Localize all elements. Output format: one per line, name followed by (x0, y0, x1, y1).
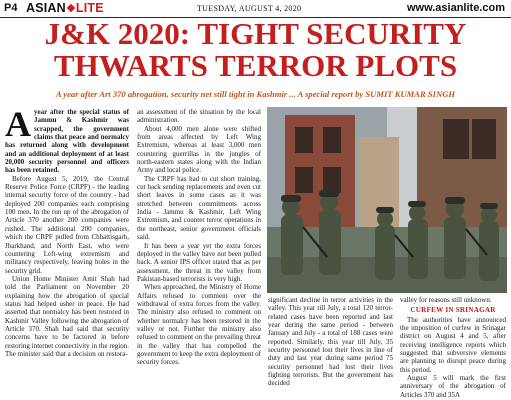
issue-date: TUESDAY, AUGUST 4, 2020 (197, 4, 302, 13)
body-paragraph: It has been a year yet the extra forces deployed in the valley have not been pulled back. A senior IPS officer stated that as per assessment, the threat in the valley from Pakistan-based terrorists is very high. (137, 241, 261, 283)
headline-line-1: J&K 2020: TIGHT SECURITY (44, 16, 467, 51)
newspaper-logo[interactable] (26, 1, 104, 15)
body-paragraph: The CRPF has had to cut short training, cut back sending replacements and even cut short leaves in some cases as it was stretched between commitments across India - Jammu & Kashmir, Left Wing Extremism, and counter terror operations in the northeast, senior government officials said. (137, 174, 261, 242)
section-subhead: CURFEW IN SRINAGAR (410, 306, 496, 315)
article-column-1 (5, 104, 129, 358)
body-paragraph: Before August 5, 2019, the Central Reserve Police Force (CRPF) - the leading internal security force of the country - had deployed 200 companies each comprising 100 men. In the run up of the abrogation of Article 370 another 200 companies were rushed. The additional 200 companies, which the CRPF pulled from Chhattisgarh, Jharkhand, and North East, who were countering Left-wing extremism and militancy respectively, leaving holes in the security grid. (5, 174, 129, 275)
soldiers-photo (267, 107, 507, 293)
drop-cap: A (5, 104, 31, 144)
article-column-4 (400, 296, 506, 399)
lead-text: year after the special status of Jammu & Kashmir was scrapped, the government claims that peace and normalcy has returned along with development and an additional deployment of at least 20,000 security personnel and officers has been retained. (5, 108, 129, 175)
body-paragraph: Union Home Minister Amit Shah had told the Parliament on November 20 explaining how the abrogation of special status had helped usher in peace. He had asserted that normalcy has been restored in Kashmir Valley following the abrogation of Article 370. Shah had said that security concerns have to be factored in before restoring internet connectivity in the region. The minister said that a decision on restora- (5, 274, 129, 358)
article-column-3 (268, 296, 393, 388)
body-paragraph: August 5 will mark the first anniversary of the abrogation of Articles 370 and 35A (400, 374, 506, 399)
body-paragraph: The authorities have announced the imposition of curfew in Srinagar district on August 4 and 5, after receiving intelligence reports which suggested that subversive elements are planning to disrupt peace during this period. (400, 315, 506, 374)
headline-line-2: THWARTS TERROR PLOTS (53, 48, 458, 83)
body-paragraph: valley for reasons still unknown. (400, 296, 492, 304)
standfirst: A year after Art 370 abrogation, security net still tight in Kashmir ... A special report by SUMIT KUMAR SINGH (55, 89, 456, 99)
headline (0, 18, 511, 82)
body-paragraph: About 4,000 men alone were shifted from areas affected by Left Wing Extremism, whereas at least 3,000 men countering guerrillas in the jungles of north-eastern states along with the Indian Army and local police. (137, 124, 261, 175)
website-link[interactable]: www.asianlite.com (406, 2, 505, 14)
logo-text-left: ASIAN (26, 1, 66, 15)
logo-text-right: LITE (75, 1, 104, 15)
page-number: P4 (4, 2, 18, 14)
article-column-2 (137, 108, 261, 367)
body-paragraph: significant decline in terror activities in the valley. This year till July, a total 120 terror-related cases have been reported and last year during the same period - between January and July - a total of 188 cases were reported. Similarly, this year till July, 35 security personnel lost their lives in line of duty and last year during same period 75 security personnel had lost their lives fighting terrorists. But the government has decided (268, 296, 393, 388)
body-paragraph: When approached, the Ministry of Home Affairs refused to comment over the withdrawal of extra forces from the valley. The ministry also refused to comment on whether normalcy has been restored in the valley or not. Further the ministry also refused to comment on the prevailing threat in the valley that has compelled the government to keep the extra deployment of security forces. (137, 283, 262, 367)
body-paragraph: an assessment of the situation by the local administration. (137, 108, 261, 125)
soldiers-photo-icon (267, 107, 507, 293)
logo-diamond-icon (67, 4, 75, 12)
lead-paragraph (5, 104, 129, 175)
